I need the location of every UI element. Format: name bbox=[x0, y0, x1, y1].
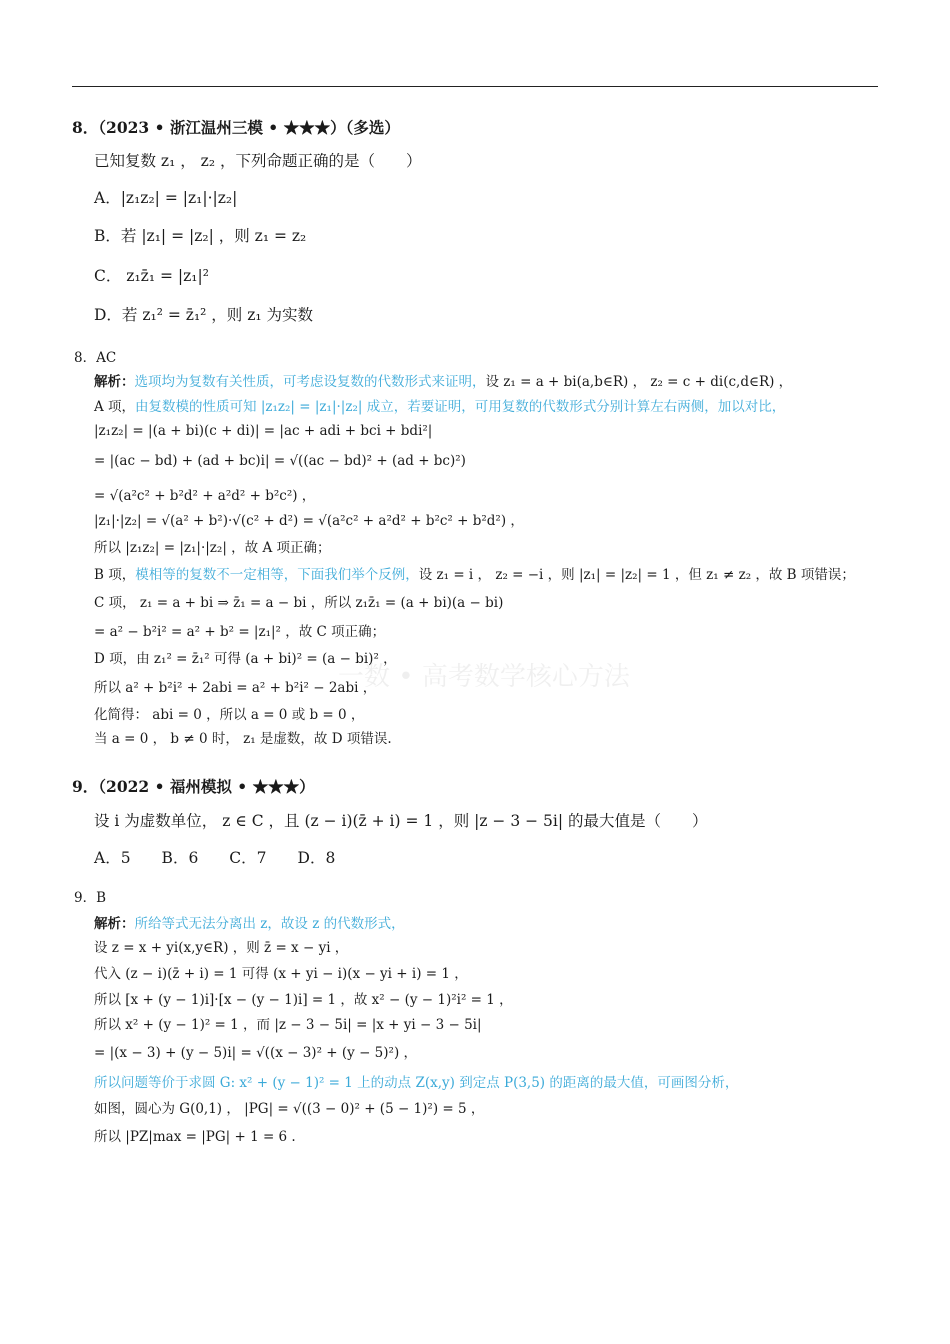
a8-text: = |(ac − bd) + (ad + bc)i| = √((ac − bd)² + (ad + bc)²) bbox=[94, 453, 466, 469]
a8-label: B 项， bbox=[94, 567, 136, 583]
a9-text: 所以 |PZ|max = |PG| + 1 = 6 . bbox=[94, 1129, 296, 1145]
q9-header: 9．（2022 • 福州模拟 • ★★★） bbox=[72, 777, 315, 796]
q8-option-d: D．若 z₁² = z̄₁² ，则 z₁ 为实数 bbox=[94, 306, 314, 324]
a9-text: 代入 (z − i)(z̄ + i) = 1 可得 (x + yi − i)(x − yi + i) = 1 ， bbox=[94, 966, 468, 982]
a8-text: |z₁|·|z₂| = √(a² + b²)·√(c² + d²) = √(a²c² + a²d² + b²c² + b²d²) ， bbox=[94, 513, 524, 529]
a8-text: = a² − b²i² = a² + b² = |z₁|² ，故 C 项正确； bbox=[94, 624, 386, 640]
a8-line bbox=[94, 620, 385, 640]
a8-label: D 项， bbox=[94, 651, 137, 667]
a9-text: 所以 [x + (y − 1)i]·[x − (y − 1)i] = 1 ，故 x² − (y − 1)²i² = 1 ， bbox=[94, 992, 513, 1008]
a8-label: C 项， bbox=[94, 595, 136, 611]
a8-text: |z₁z₂| = |(a + bi)(c + di)| = |ac + adi + bci + bdi²| bbox=[94, 423, 433, 439]
a9-text: 设 z = x + yi(x,y∈R) ，则 z̄ = x − yi ， bbox=[94, 940, 349, 956]
a8-line bbox=[94, 423, 432, 439]
a9-text: = |(x − 3) + (y − 5)i| = √((x − 3)² + (y − 5)²) ， bbox=[94, 1045, 417, 1061]
a9-line bbox=[94, 936, 348, 956]
a8-hint: 模相等的复数不一定相等，下面我们举个反例， bbox=[135, 567, 419, 583]
a8-label: 解析： bbox=[94, 374, 135, 390]
a8-line bbox=[94, 563, 855, 583]
a8-line bbox=[94, 453, 466, 469]
a8-header: 8．AC bbox=[74, 350, 117, 366]
q8-option-c: C． z₁z̄₁ = |z₁|² bbox=[94, 267, 209, 285]
a9-text: 所以 x² + (y − 1)² = 1 ，而 |z − 3 − 5i| = |x + yi − 3 − 5i| bbox=[94, 1017, 482, 1033]
a9-label: 解析： bbox=[94, 916, 135, 932]
a8-text: 当 a = 0 ， b ≠ 0 时， z₁ 是虚数，故 D 项错误. bbox=[94, 731, 392, 747]
a9-text: 如图，圆心为 G(0,1) ， |PG| = √((3 − 0)² + (5 − 1)²) = 5 ， bbox=[94, 1101, 485, 1117]
a8-line bbox=[94, 484, 315, 504]
a9-hint: 所以问题等价于求圆 G: x² + (y − 1)² = 1 上的动点 Z(x,y) 到定点 P(3,5) 的距离的最大值，可画图分析， bbox=[94, 1075, 739, 1091]
q9-stem: 设 i 为虚数单位， z ∈ C ，且 (z − i)(z̄ + i) = 1 ，则 |z − 3 − 5i| 的最大值是（ ） bbox=[94, 812, 708, 830]
a9-line bbox=[94, 1013, 482, 1033]
q8-option-b: B．若 |z₁| = |z₂| ，则 z₁ = z₂ bbox=[94, 227, 307, 245]
a8-line bbox=[94, 676, 376, 696]
a8-line bbox=[94, 509, 524, 529]
q9-options: A．5 B．6 C．7 D．8 bbox=[94, 849, 336, 867]
a8-text: = √(a²c² + b²d² + a²d² + b²c²) ， bbox=[94, 488, 316, 504]
q8-option-a: A．|z₁z₂| = |z₁|·|z₂| bbox=[94, 189, 238, 207]
a9-header: 9．B bbox=[74, 890, 107, 906]
a8-label: A 项， bbox=[94, 399, 136, 415]
a8-text: 由 z₁² = z̄₁² 可得 (a + bi)² = (a − bi)² ， bbox=[136, 651, 397, 667]
a8-text: 设 z₁ = i ， z₂ = −i ，则 |z₁| = |z₂| = 1 ，但 z₁ ≠ z₂ ，故 B 项错误； bbox=[418, 567, 855, 583]
a8-text: 所以 a² + b²i² + 2abi = a² + b²i² − 2abi ， bbox=[94, 680, 377, 696]
a9-line bbox=[94, 912, 405, 932]
watermark: 一数 • 高考数学核心方法 bbox=[338, 662, 630, 692]
a9-line bbox=[94, 962, 468, 982]
a9-hint: 所给等式无法分离出 z，故设 z 的代数形式， bbox=[134, 916, 405, 932]
a8-line bbox=[94, 370, 792, 390]
a8-text: 设 z₁ = a + bi(a,b∈R) ， z₂ = c + di(c,d∈R) ， bbox=[485, 374, 793, 390]
a9-line bbox=[94, 1097, 484, 1117]
a8-hint: 选项均为复数有关性质，可考虑设复数的代数形式来证明， bbox=[134, 374, 486, 390]
a8-line bbox=[94, 703, 364, 723]
q8-header: 8．（2023 • 浙江温州三模 • ★★★）（多选） bbox=[72, 118, 400, 137]
a9-line bbox=[94, 988, 513, 1008]
q8-stem: 已知复数 z₁ ， z₂ ，下列命题正确的是（ ） bbox=[94, 152, 422, 170]
a8-line bbox=[94, 536, 331, 556]
a8-text: 化简得： abi = 0 ，所以 a = 0 或 b = 0 ， bbox=[94, 707, 365, 723]
a8-line bbox=[94, 727, 392, 747]
a8-hint: 由复数模的性质可知 |z₁z₂| = |z₁|·|z₂| 成立，若要证明，可用复数的代数形式分别计算左右两侧，加以对比， bbox=[135, 399, 786, 415]
a8-text: 所以 |z₁z₂| = |z₁|·|z₂| ，故 A 项正确； bbox=[94, 540, 331, 556]
a9-line bbox=[94, 1041, 417, 1061]
a9-line bbox=[94, 1071, 738, 1091]
a8-line bbox=[94, 591, 503, 611]
a8-text: z₁ = a + bi ⇒ z̄₁ = a − bi ，所以 z₁z̄₁ = (a + bi)(a − bi) bbox=[135, 595, 504, 611]
a8-line bbox=[94, 395, 785, 415]
a9-line bbox=[94, 1125, 296, 1145]
top-rule bbox=[72, 86, 878, 87]
